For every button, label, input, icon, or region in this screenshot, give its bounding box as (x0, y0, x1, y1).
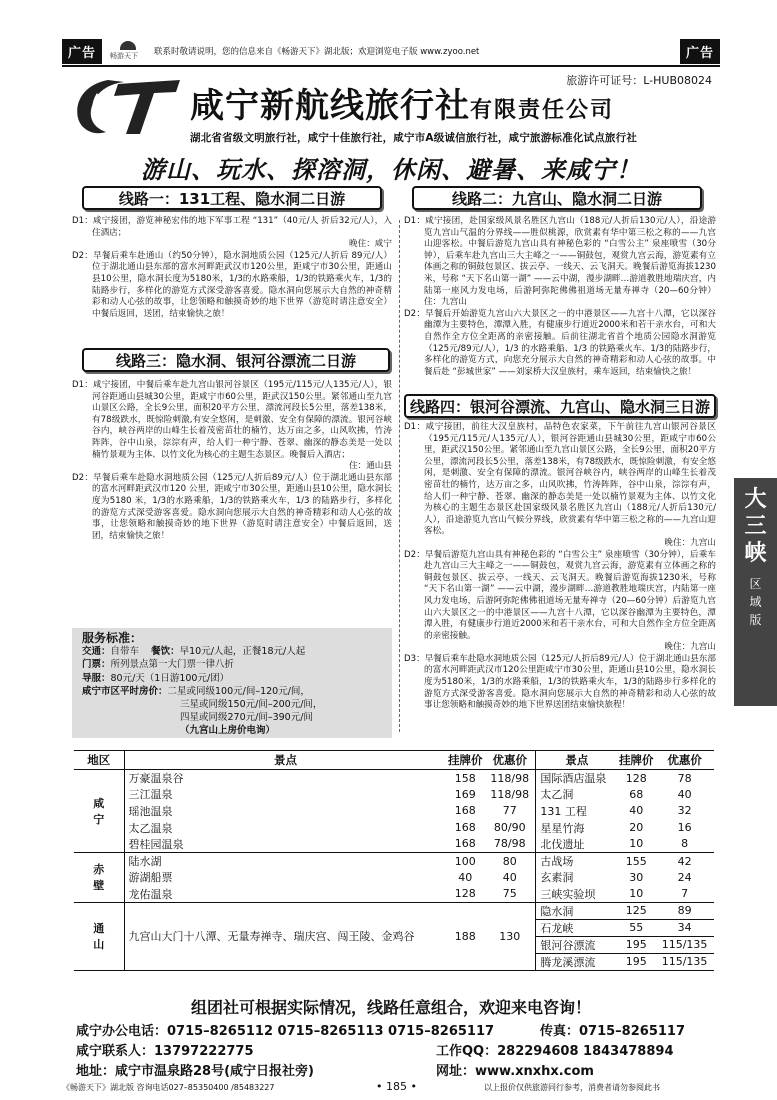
table-row (74, 786, 714, 803)
list-price: 158 (446, 770, 484, 787)
side-tab-char-1: 大 (744, 486, 767, 512)
region-side-tab (734, 478, 777, 706)
deal-price: 40 (484, 869, 536, 886)
magazine-logo-text: 畅游天下 (110, 52, 139, 60)
list-price: 128 (617, 770, 655, 787)
table-row (74, 886, 714, 903)
list-price: 125 (617, 902, 655, 919)
list-price: 188 (446, 902, 484, 970)
footer-left: 《畅游天下》湖北版 咨询电话027–85350400 /85483227 (62, 1083, 275, 1092)
deal-price: 115/135 (655, 953, 714, 970)
deal-price: 80/90 (484, 819, 536, 836)
company-name-main: 咸宁新航线旅行社 (190, 86, 470, 126)
license-number: 旅游许可证号：L-HUB08024 (566, 74, 712, 87)
service-meal: 早10元/人起，正餐18元/人起 (179, 646, 306, 658)
service-title: 服务标准： (82, 631, 143, 645)
deal-price: 7 (681, 887, 689, 901)
service-hotel-3: 四星或同级270元/间–390元/间 (180, 712, 313, 724)
spot-name: 银河谷漂流 (536, 936, 618, 953)
list-price: 40 (458, 870, 473, 884)
table-row (74, 803, 714, 820)
list-price: 100 (446, 852, 484, 869)
list-price: 168 (454, 837, 476, 851)
spot-name: 三江温泉 (128, 788, 173, 802)
route-one-day1-stay: 晚住：咸宁 (349, 239, 392, 250)
deal-price: 118/98 (484, 786, 536, 803)
table-row (74, 770, 714, 787)
region-chibi: 赤 壁 (74, 852, 124, 902)
website: 网址：www.xnxhx.com (436, 1064, 594, 1079)
region-tongshan: 通 山 (74, 902, 124, 970)
service-ticket-row (82, 658, 382, 671)
route-one-day2: D2：早餐后乘车赴通山（约50分钟），隐水洞地质公园（125元/人折后 89元/人）位于湖北通山县东部的富水河畔距武汉市120公里，距咸宁市30公里，距通山县10公里，隐水洞长度为5180米，1/3的水路乘船，1/3的铁路乘火车，1/3的陆路步行，多样化的游览方式深受游客喜爱。隐水洞向您展示大自然的神奇精彩和动人心弦的故事，让您领略和触摸奇妙的地下世界（游览时请注意安全）中餐后返回，送团，结束愉快之旅！ (72, 250, 392, 319)
fax: 传真：0715–8265117 (540, 1024, 685, 1039)
side-tab-char-2: 三 (744, 513, 767, 539)
service-hotel-1: 二星或同级100元/间–120元/间， (167, 685, 310, 697)
company-name-suffix: 有限责任公司 (470, 97, 615, 123)
spot-name: 龙佑温泉 (128, 887, 173, 901)
spot-name: 石龙峡 (536, 919, 618, 936)
spot-name: 玄素洞 (540, 871, 574, 885)
list-price: 155 (617, 852, 655, 869)
page-number: • 185 • (376, 1080, 417, 1093)
route-three-day1: D1：咸宁接团，中餐后乘车赴九宫山银河谷景区（195元/115元/人135元/人），银河谷距通山县城30公里，距咸宁市60公里，距武汉150公里。紧邻通山至九宫山景区公路，全长9公里，面积20平方公里，漂流河段长5公里，落差138米，有78级跌水，既惊险刺激,有安全悠闲，是刺激、安全有保障的漂流。银河谷峡谷内，峡谷两岸的山峰生长着茂密苗壮的楠竹，达万亩之多，山风吹拂，竹涛阵阵，谷中山泉，淙淙有声，给人们一种宁静、苍翠、幽深的静态美是一处以楠竹景观为主体、以竹文化为核心的主题生态景区。晚餐后入酒店； (72, 380, 392, 460)
company-header (62, 70, 720, 160)
price-table-body (74, 770, 714, 971)
price-table (74, 750, 714, 971)
service-meal-label: 餐饮： (151, 646, 180, 658)
header-deal-price: 优惠价 (484, 751, 536, 770)
deal-price: 32 (677, 804, 692, 818)
route-one-day1: D1：咸宁接团，游览神秘宏伟的地下军事工程 “131”（40元/人 折后32元/人），入住酒店； (72, 216, 392, 238)
route-four-text (404, 422, 716, 712)
deal-price: 78 (655, 770, 714, 787)
header-deal-price-2: 优惠价 (655, 751, 714, 770)
route-four-day1-stay: 晚住：九宫山 (664, 537, 716, 548)
table-row (74, 869, 714, 886)
route-four-day2: D2：早餐后游览九宫山具有神秘色彩的 “白雪公主” 泉座喷雪（30分钟），后乘车赴九宫山三大主峰之一——铜鼓包，观赏九宫云海，游览素有立体画之称的铜鼓包景区、拔云亭、一线天、云飞洞天。晚餐后游览海拔1230米，号称 “天下名山第一湖” ——云中湖，漫步湖畔…游道教胜地瑞庆宫，内陆第一座风力发电场，后游阿弥陀佛佛祖道场无量寿禅寺（20—60分钟）后游览九宫山六大景区之一的中港景区——九宫十八潭，它以深谷幽潭为主要特色，潭潭入胜，有健康步行道近2000米和若干亲水台，可和大自然作全方位全距离的亲密接触。 (404, 549, 716, 641)
column-divider (399, 220, 400, 732)
list-price: 169 (454, 787, 476, 801)
service-standard-box (72, 628, 392, 738)
spot-name: 131 工程 (540, 804, 587, 818)
service-transport-label: 交通： (82, 646, 111, 658)
ad-label-left: 广告 (62, 39, 102, 64)
spot-name: 陆水湖 (124, 852, 446, 869)
list-price: 10 (629, 887, 644, 901)
spot-name: 瑶池温泉 (128, 804, 173, 818)
table-row (74, 852, 714, 869)
side-tab-char-5: 域 (749, 595, 762, 609)
deal-price: 40 (677, 787, 692, 801)
company-logo-icon (68, 74, 186, 138)
list-price: 10 (629, 837, 644, 851)
spot-name: 三峡实验坝 (540, 887, 596, 901)
header-spot: 景点 (124, 751, 446, 770)
service-transport: 自带车 (110, 646, 140, 658)
spot-name: 国际酒店温泉 (536, 770, 618, 787)
work-qq: 工作QQ：282294608 1843478894 (436, 1044, 674, 1059)
side-tab-char-6: 版 (749, 613, 762, 627)
route-two-day2: D2：早餐后开始游览九宫山六大景区之一的中港景区——九宫十八潭，它以深谷幽潭为主要特色，潭潭入胜，有健康步行道近2000米和若干亲水台，可和大自然作全方位全距离的亲密接触。后前往湖北省首个地质公园隐水洞游览（125元/89元/人），1/3 的水路乘船、1/3 的铁路乘火车、1/3的陆路步行，多样化的游览方式，向您充分展示大自然的神奇精彩和动人心弦的故事。中餐后赴 “彭城世家” ——刘家桥大汉皇族村，乘车返回，结束愉快之旅！ (404, 308, 716, 377)
route-four-title: 线路四：银河谷漂流、九宫山、隐水洞三日游 (404, 394, 716, 418)
table-row (74, 902, 714, 919)
deal-price: 130 (484, 902, 536, 970)
deal-price: 34 (655, 919, 714, 936)
spot-name: 腾龙溪漂流 (536, 953, 618, 970)
deal-price: 89 (655, 902, 714, 919)
list-price: 168 (454, 804, 476, 818)
list-price: 40 (629, 804, 644, 818)
service-hotel-2: 三星或同级150元/间–200元/间， (180, 699, 323, 711)
price-table-header (74, 751, 714, 770)
route-one-title: 线路一：131工程、隐水洞二日游 (82, 186, 382, 210)
service-guide: 80元/天（1日游100元/团） (110, 672, 230, 684)
slogan: 游山、玩水、探溶洞，休闲、避暑、来咸宁！ (141, 155, 641, 184)
company-honors: 湖北省省级文明旅行社，咸宁十佳旅行社，咸宁市A级诚信旅行社，咸宁旅游标准化试点旅行社 (190, 132, 638, 144)
header-list-price: 挂牌价 (446, 751, 484, 770)
list-price: 68 (629, 787, 644, 801)
spot-name: 星星竹海 (540, 821, 585, 835)
list-price: 128 (454, 887, 476, 901)
top-bar (62, 38, 720, 64)
route-four-day2-stay: 晚住：九宫山 (664, 642, 716, 653)
spot-name: 九宫山大门十八潭、无量寿禅寺、瑞庆宫、闯王陵、金鸡谷 (124, 902, 446, 970)
table-row (74, 836, 714, 853)
route-three-day2: D2：早餐后乘车赴隐水洞地质公园（125元/人折后89元/人）位于湖北通山县东部的富水河畔距武汉市120 公里，距咸宁市30公里，距通山县10公里，隐水洞长度为5180 米，1/3的水路乘船，1/3的铁路乘火车，1/3 的陆路步行，多样化的游览方式深受游客喜爱。隐水洞向您展示大自然的神奇精彩和动人心弦的故事，让您领略和触摸奇妙的地下世界（游览时请注意安全）中餐后返回，送团，结束愉快之旅！ (72, 472, 392, 541)
deal-price: 75 (484, 886, 536, 903)
deal-price: 115/135 (655, 936, 714, 953)
company-name (190, 78, 614, 127)
header-rule (62, 65, 720, 67)
route-one-text (72, 216, 392, 320)
footer (0, 1082, 777, 1096)
header-note: 联系时敬请说明，您的信息来自《畅游天下》湖北版；欢迎浏览电子版 www.zyoo.net (154, 47, 480, 57)
service-ticket: 所列景点第一大门票一律八折 (110, 659, 235, 671)
region-xianning: 咸 宁 (74, 770, 124, 853)
service-hotel-label: 咸宁市区平时房价： (82, 685, 168, 697)
deal-price: 118/98 (484, 770, 536, 787)
contact-person: 咸宁联系人：13797222775 (76, 1044, 254, 1059)
list-price: 168 (454, 821, 476, 835)
deal-price: 80 (484, 852, 536, 869)
spot-name: 太乙洞 (540, 788, 574, 802)
route-four-day1: D1：咸宁接团，前往大汉皇族村，品特色农家菜，下午前往九宫山银河谷景区（195元/115元/人135元/人），银河谷距通山县城30公里，距咸宁市60公里，距武汉150公里。紧邻通山至九宫山景区公路，全长9公里，面积20平方公里，漂流河段长5公里，落差138米，有78级跌水，既惊险刺激，有安全悠闲，是刺激、安全有保障的漂流。银河谷峡谷内，峡谷两岸的山峰生长着茂密苗壮的楠竹，达万亩之多，山风吹拂，竹涛阵阵，谷中山泉，淙淙有声，给人们一种宁静、苍翠、幽深的静态美是一处以楠竹景观为主体、以竹文化为核心的主题生态景区赴国家级风景名胜区九宫山（188元/人折后130元/人），沿途游览九宫山气候分界线，欣赏素有华中第三松之称的——九宫山迎客松。 (404, 422, 716, 537)
list-price: 55 (617, 919, 655, 936)
address: 地址：咸宁市温泉路28号(咸宁日报社旁) (76, 1064, 314, 1079)
spot-name: 碧桂园温泉 (128, 837, 184, 851)
side-tab-char-3: 峡 (744, 540, 767, 566)
spot-name: 游湖船票 (128, 871, 173, 885)
service-guide-row (82, 672, 382, 685)
service-guide-label: 导服： (82, 672, 111, 684)
deal-price: 16 (677, 821, 692, 835)
spot-name: 北伐遗址 (540, 837, 585, 851)
footer-right: 以上报价仅供旅游同行参考，消费者请勿参阅此书 (484, 1083, 660, 1092)
bottom-slogan: 组团社可根据实际情况，线路任意组合，欢迎来电咨询！ (190, 998, 591, 1017)
route-four-day3: D3：早餐后乘车赴隐水洞地质公园（125元/人折后89元/人）位于湖北通山县东部的富水河畔距武汉市120公里距咸宁市30公里，距通山县10公里，隐水洞长度为5180米，1/3的水路乘船，1/3的铁路乘火车，1/3的陆路步行多样化的游览方式深受游客喜爱。隐水洞向您展示大自然的神奇精彩和动人心弦的故事让您领略和触摸奇妙的地下世界送团结束愉快旅程！ (404, 653, 716, 711)
deal-price: 42 (655, 852, 714, 869)
list-price: 195 (617, 936, 655, 953)
route-two-text (404, 216, 716, 378)
route-three-text (72, 380, 392, 542)
deal-price: 8 (681, 837, 689, 851)
side-tab-char-4: 区 (749, 577, 762, 591)
list-price: 30 (629, 870, 644, 884)
service-hotel-row (82, 685, 382, 698)
list-price: 20 (629, 821, 644, 835)
service-ticket-label: 门票： (82, 659, 111, 671)
ad-label-right: 广告 (680, 39, 720, 64)
header-region: 地区 (74, 751, 124, 770)
deal-price: 78/98 (484, 836, 536, 853)
header-list-price-2: 挂牌价 (617, 751, 655, 770)
office-phone: 咸宁办公电话：0715–8265112 0715–8265113 0715–8265117 (76, 1024, 495, 1039)
magazine-logo-icon (108, 40, 148, 62)
deal-price: 24 (677, 870, 692, 884)
spot-name: 万豪温泉谷 (124, 770, 446, 787)
route-two-title: 线路二：九宫山、隐水洞二日游 (412, 186, 702, 210)
spot-name: 隐水洞 (536, 902, 618, 919)
advertisement-page (62, 38, 720, 1079)
route-two-day1: D1：咸宁接团，赴国家级风景名胜区九宫山（188元/人折后130元/人），沿途游览九宫山气温的分界线——胜似桃源，欣赏素有华中第三松之称的——九宫山迎客松。中餐后游览九宫山具有神秘色彩的 “白雪公主” 泉座喷雪（30分钟），后乘车赴九宫山三大主峰之一——铜鼓包，观赏九宫云海，游览素有立体画之称的铜鼓包景区、拔云亭、一线天、云飞洞天。晚餐后游览海拔1230米，号称 “天下名山第一湖” ——云中湖，漫步湖畔…游道教胜地瑞庆宫，内陆第一座风力发电场，后游阿弥陀佛佛祖道场无量寿禅寺（20—60分钟）住：九宫山 (404, 216, 716, 308)
service-hotel-note: （九宫山上房价电询） (180, 725, 276, 737)
list-price: 195 (617, 953, 655, 970)
deal-price: 77 (484, 803, 536, 820)
table-row (74, 819, 714, 836)
spot-name: 太乙温泉 (128, 821, 173, 835)
spot-name: 古战场 (536, 852, 618, 869)
route-three-day1-stay: 住：通山县 (349, 461, 392, 472)
route-three-title: 线路三：隐水洞、银河谷漂流二日游 (82, 348, 390, 372)
header-spot-2: 景点 (536, 751, 618, 770)
service-transport-row (82, 645, 382, 658)
